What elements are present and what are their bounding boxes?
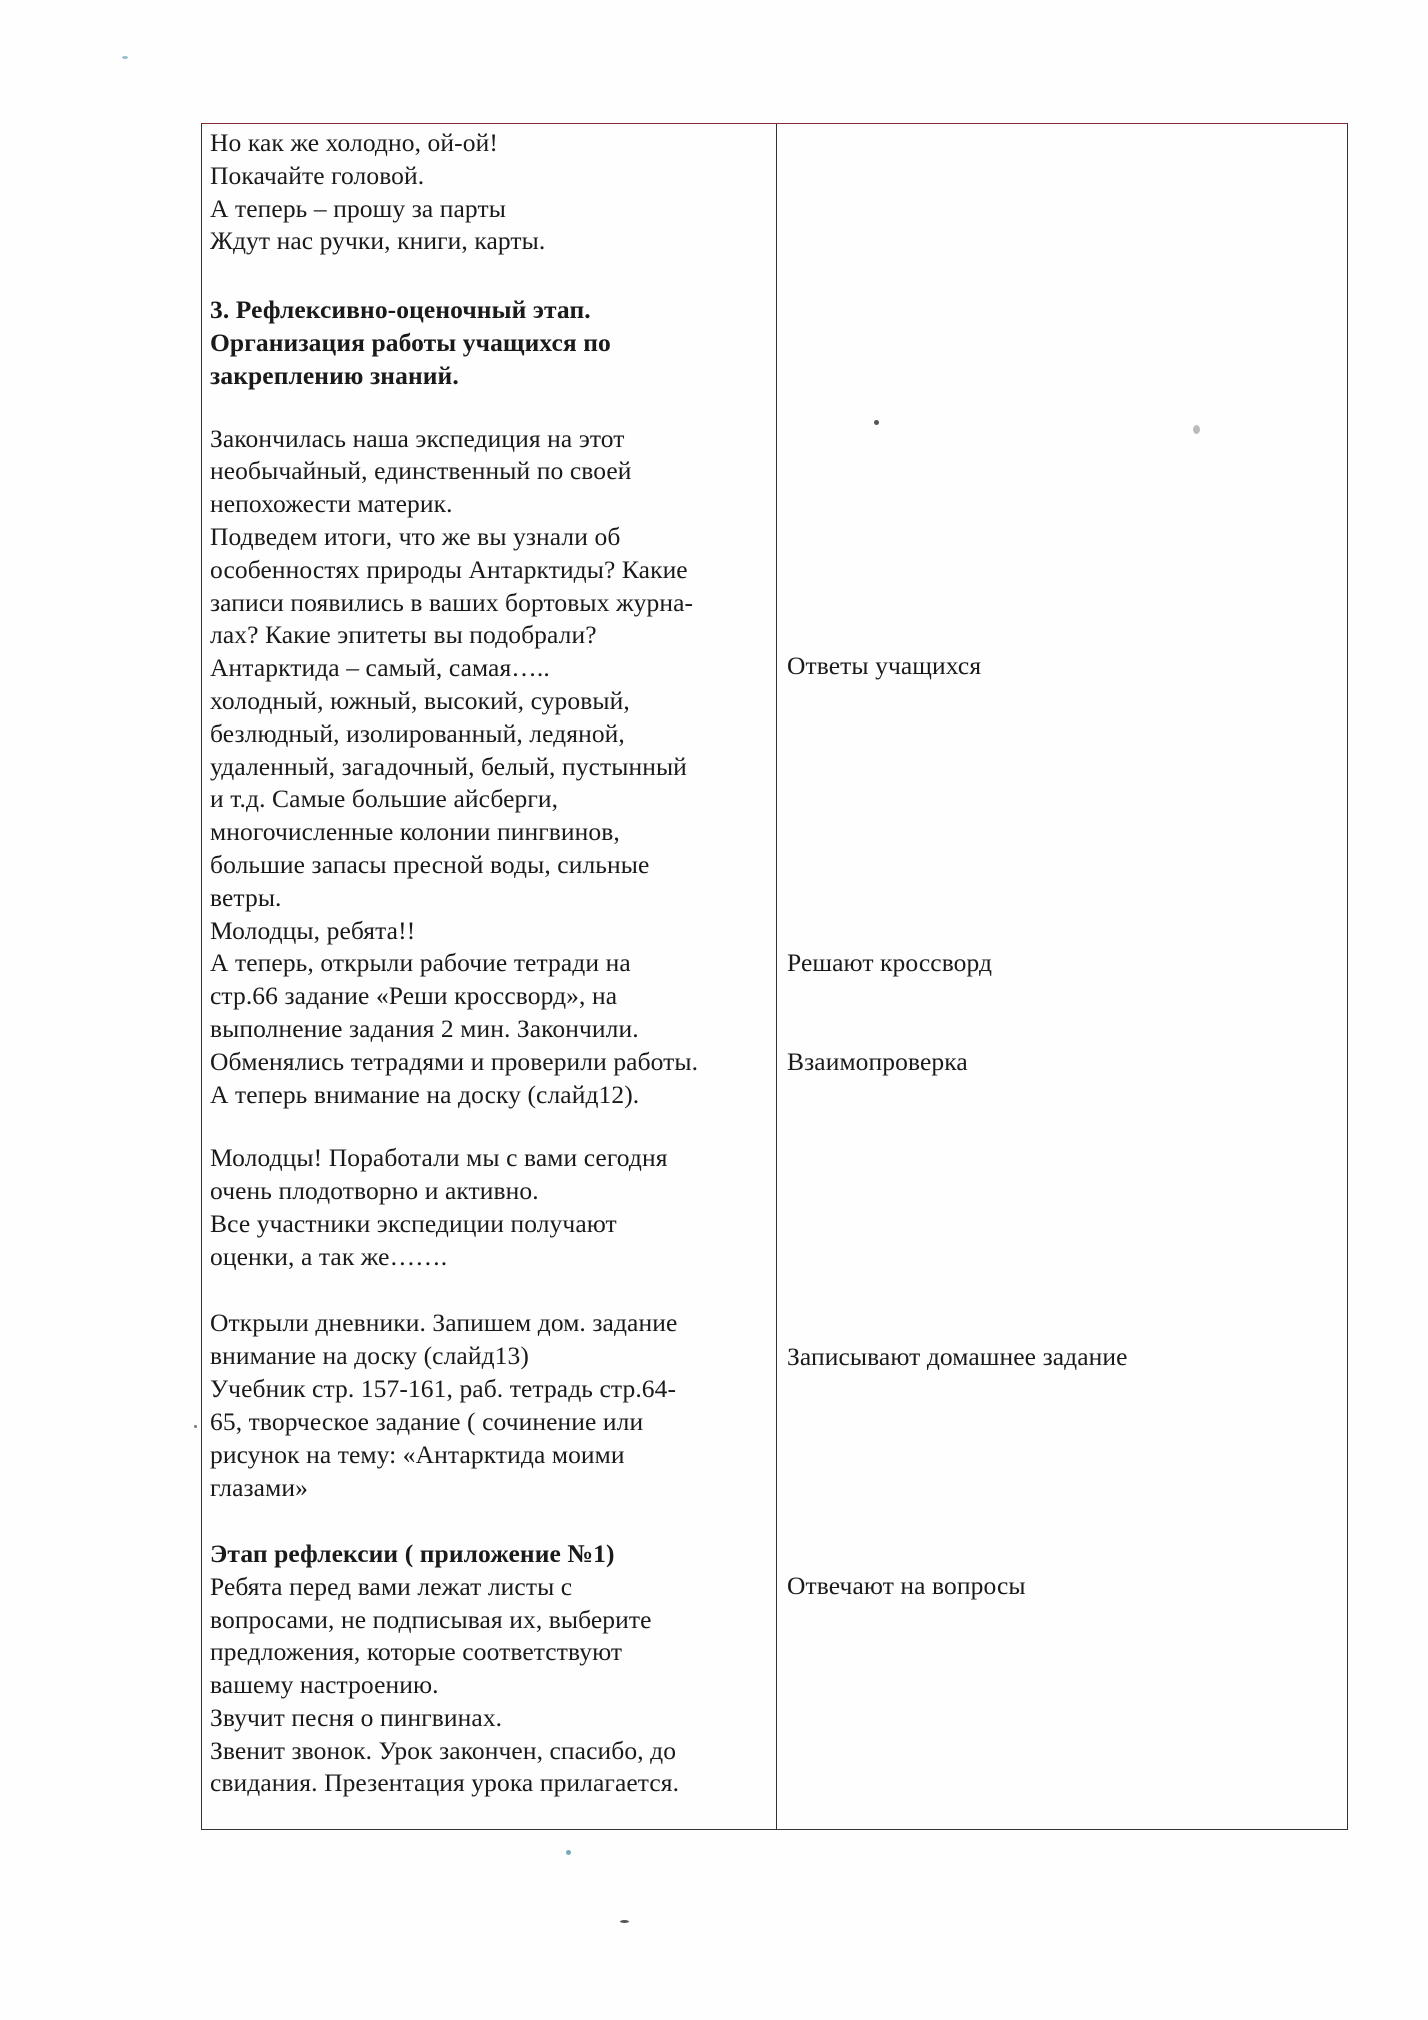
- summary-line: безлюдный, изолированный, ледяной,: [210, 719, 625, 748]
- praise-line: Все участники экспедиции получают: [210, 1209, 617, 1238]
- poem-line: А теперь – прошу за парты: [210, 194, 506, 223]
- poem-line: Покачайте головой.: [210, 161, 425, 190]
- summary-line: А теперь, открыли рабочие тетради на: [210, 948, 631, 977]
- homework-line: глазами»: [210, 1473, 308, 1502]
- summary-line: непохожести материк.: [210, 489, 453, 518]
- scan-speck: [620, 1920, 629, 1923]
- reflection-line: вопросами, не подписывая их, выберите: [210, 1605, 652, 1634]
- column-divider: [776, 124, 777, 1829]
- summary-line: и т.д. Самые большие айсберги,: [210, 784, 559, 813]
- stage-heading: 3. Рефлексивно-оценочный этап.: [210, 295, 591, 324]
- summary-line: записи появились в ваших бортовых журна-: [210, 588, 694, 617]
- scan-speck: [194, 1425, 197, 1428]
- summary-line: особенностях природы Антарктиды? Какие: [210, 555, 688, 584]
- summary-line: выполнение задания 2 мин. Закончили.: [210, 1014, 639, 1043]
- summary-line: Обменялись тетрадями и проверили работы.: [210, 1047, 699, 1076]
- student-activity: Записывают домашнее задание: [787, 1342, 1128, 1371]
- reflection-line: Ребята перед вами лежат листы с: [210, 1572, 573, 1601]
- reflection-line: вашему настроению.: [210, 1670, 439, 1699]
- homework-line: Учебник стр. 157-161, раб. тетрадь стр.64-: [210, 1374, 677, 1403]
- praise-line: Молодцы! Поработали мы с вами сегодня: [210, 1143, 668, 1172]
- scan-speck: [566, 1850, 571, 1855]
- summary-line: Подведем итоги, что же вы узнали об: [210, 522, 621, 551]
- homework-line: рисунок на тему: «Антарктида моими: [210, 1440, 625, 1469]
- scan-speck: [122, 56, 128, 59]
- summary-line: А теперь внимание на доску (слайд12).: [210, 1080, 640, 1109]
- homework-line: 65, творческое задание ( сочинение или: [210, 1407, 644, 1436]
- summary-line: лах? Какие эпитеты вы подобрали?: [210, 620, 597, 649]
- summary-line: Закончилась наша экспедиция на этот: [210, 424, 625, 453]
- scan-speck: [1193, 425, 1200, 434]
- student-activity: Отвечают на вопросы: [787, 1571, 1026, 1600]
- summary-line: необычайный, единственный по своей: [210, 456, 632, 485]
- poem-line: Но как же холодно, ой-ой!: [210, 128, 498, 157]
- student-activity: Решают кроссворд: [787, 948, 993, 977]
- summary-line: холодный, южный, высокий, суровый,: [210, 686, 630, 715]
- summary-line: Молодцы, ребята!!: [210, 916, 416, 945]
- reflection-line: свидания. Презентация урока прилагается.: [210, 1768, 680, 1797]
- summary-line: Антарктида – самый, самая…..: [210, 653, 550, 682]
- summary-line: удаленный, загадочный, белый, пустынный: [210, 752, 687, 781]
- reflection-line: Звенит звонок. Урок закончен, спасибо, до: [210, 1736, 677, 1765]
- scan-speck: [874, 420, 879, 425]
- stage-heading: закреплению знаний.: [210, 361, 459, 390]
- praise-line: оценки, а так же…….: [210, 1242, 448, 1271]
- reflection-line: предложения, которые соответствуют: [210, 1637, 623, 1666]
- poem-line: Ждут нас ручки, книги, карты.: [210, 226, 546, 255]
- praise-line: очень плодотворно и активно.: [210, 1176, 539, 1205]
- stage-heading: Организация работы учащихся по: [210, 328, 611, 357]
- reflection-heading: Этап рефлексии ( приложение №1): [210, 1539, 615, 1568]
- summary-line: многочисленные колонии пингвинов,: [210, 817, 620, 846]
- homework-line: внимание на доску (слайд13): [210, 1341, 529, 1370]
- summary-line: большие запасы пресной воды, сильные: [210, 850, 650, 879]
- student-activity: Ответы учащихся: [787, 651, 982, 680]
- student-activity: Взаимопроверка: [787, 1047, 968, 1076]
- summary-line: ветры.: [210, 883, 282, 912]
- reflection-line: Звучит песня о пингвинах.: [210, 1703, 503, 1732]
- summary-line: стр.66 задание «Реши кроссворд», на: [210, 981, 618, 1010]
- homework-line: Открыли дневники. Запишем дом. задание: [210, 1308, 678, 1337]
